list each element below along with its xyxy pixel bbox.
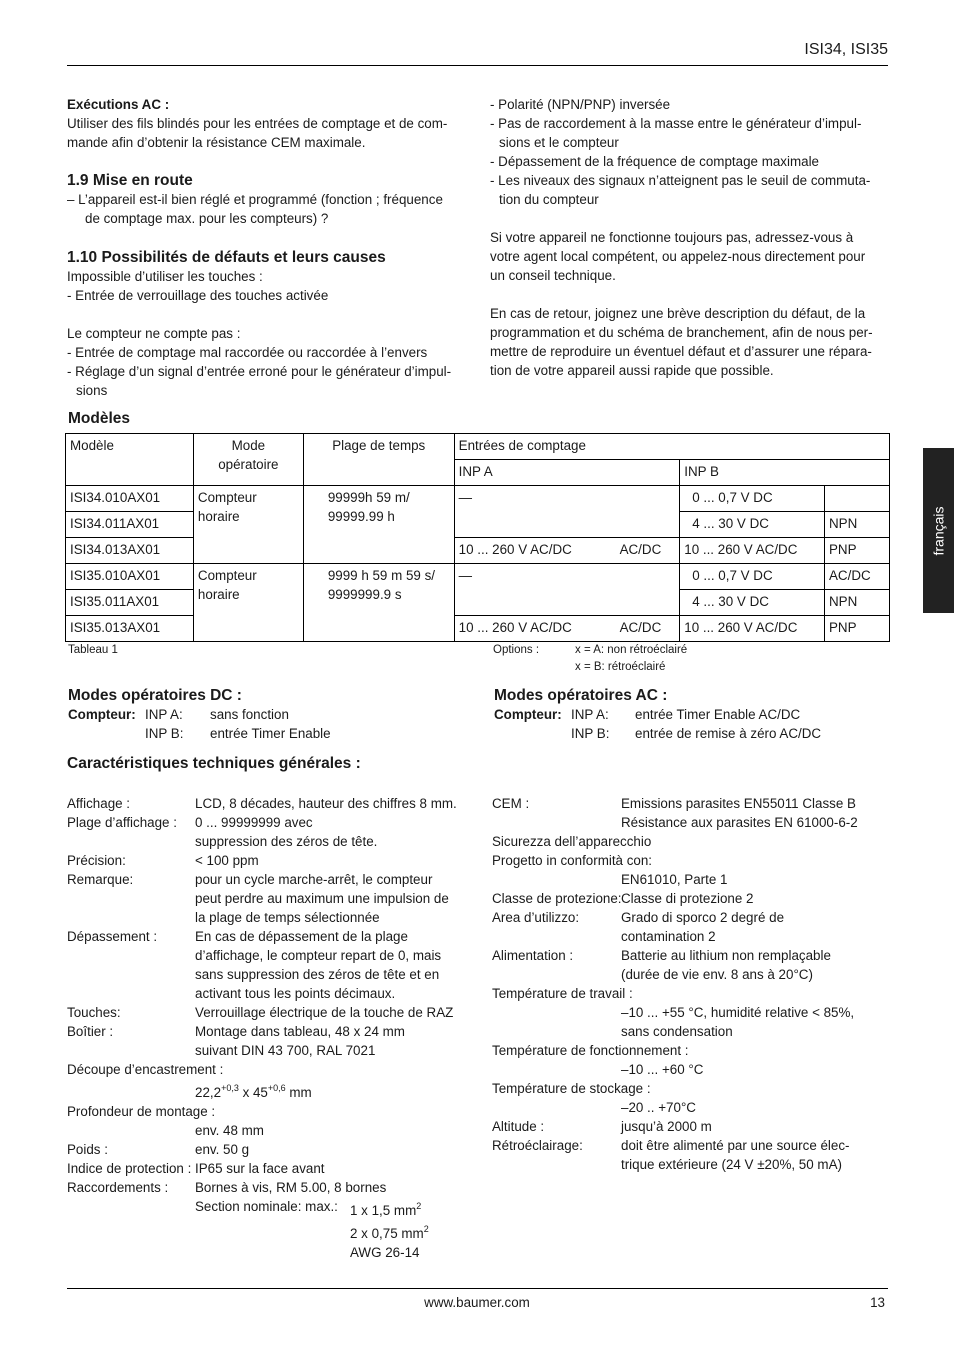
spec-row (67, 965, 477, 984)
s110-p1: Impossible d’utiliser les touches : (67, 269, 263, 284)
spec-value: suppression des zéros de tête. (195, 834, 378, 849)
inp-b-cell: 0 ... 0,7 V DC (680, 564, 825, 590)
inp-a-cell: 10 ... 260 V AC/DC AC/DC (454, 538, 680, 564)
spec-key (67, 984, 195, 1003)
s110-item: - Entrée de verrouillage des touches activée (67, 288, 329, 303)
spec-row (492, 1022, 892, 1041)
models-title: Modèles (68, 410, 131, 427)
table-row (66, 486, 890, 512)
spec-key (492, 1022, 621, 1041)
language-tab (923, 448, 954, 613)
spec-key: Area d’utilizzo: (492, 910, 580, 925)
counter-label: Compteur: (494, 707, 562, 722)
section-1-9-title: 1.9 Mise en route (67, 172, 193, 189)
spec-value: Emissions parasites EN55011 Classe B (621, 796, 856, 811)
specs-right (492, 794, 892, 1174)
fault-item: tion du compteur (499, 192, 599, 207)
model-cell: ISI35.011AX01 (66, 590, 194, 616)
header-inputs: Entrées de comptage (454, 434, 889, 460)
modes-dc (68, 686, 468, 743)
spec-key: Précision: (67, 853, 126, 868)
spec-value: doit être alimenté par une source élec- (621, 1138, 850, 1153)
s110-item: - Réglage d’un signal d’entrée erroné pour le générateur d’impul- (67, 364, 452, 379)
spec-row (67, 1102, 477, 1121)
spec-row (492, 832, 892, 851)
table-row (66, 538, 890, 564)
model-cell: ISI34.013AX01 (66, 538, 194, 564)
header-model: Modèle (66, 434, 194, 486)
spec-value: la plage de temps sélectionnée (195, 910, 380, 925)
spec-key (67, 965, 195, 984)
models-table (65, 433, 890, 642)
section-value: 2 x 0,75 $mm^2$ (350, 1224, 429, 1241)
spec-value: Batterie au lithium non remplaçable (621, 948, 831, 963)
spec-key: Indice de protection : (67, 1161, 192, 1176)
spec-value: env. 50 g (195, 1142, 250, 1157)
spec-row (492, 870, 892, 889)
specs-left (67, 794, 477, 1260)
header-time: Plage de temps (303, 434, 454, 486)
section-1-10-title: 1.10 Possibilités de défauts et leurs causes (67, 249, 386, 266)
modes-dc-title: Modes opératoires DC : (68, 687, 242, 704)
contact-line: votre agent local compétent, ou appelez-nous directement pour (490, 249, 866, 264)
fault-item: - Pas de raccordement à la masse entre le générateur d’impul- (490, 116, 862, 131)
spec-value: En cas de dépassement de la plage (195, 929, 408, 944)
spec-value: contamination 2 (621, 929, 716, 944)
spec-value: sans suppression des zéros de tête et en (195, 967, 440, 982)
spec-key (492, 870, 621, 889)
document-title: ISI34, ISI35 (804, 41, 888, 58)
spec-row (67, 1041, 477, 1060)
counter-label: Compteur: (68, 707, 136, 722)
specs-title: Caractéristiques techniques générales : (67, 755, 361, 772)
modes-ac-title: Modes opératoires AC : (494, 687, 668, 704)
inp-label: INP A: (571, 707, 609, 722)
return-line: programmation et du schéma de branchement, afin de nous per- (490, 325, 873, 340)
mode-cell: Compteur horaire (193, 486, 303, 564)
spec-key: Profondeur de montage : (67, 1104, 216, 1119)
spec-row (492, 908, 892, 927)
inp-b-cell: 10 ... 260 V AC/DC (680, 538, 825, 564)
spec-row (492, 1117, 892, 1136)
spec-row (67, 1178, 477, 1197)
inp-b-cell: 4 ... 30 V DC (680, 590, 825, 616)
spec-key: Raccordements : (67, 1180, 169, 1195)
s110-item: sions (76, 383, 108, 398)
spec-value: EN61010, Parte 1 (621, 872, 728, 887)
options-list (575, 642, 687, 676)
s19-line: de comptage max. pour les compteurs) ? (85, 211, 329, 226)
spec-key: Affichage : (67, 796, 131, 811)
spec-row (492, 984, 892, 1003)
spec-row (492, 965, 892, 984)
spec-value: < 100 ppm (195, 853, 259, 868)
fault-item: sions et le compteur (499, 135, 619, 150)
spec-value: jusqu’à 2000 m (621, 1119, 712, 1134)
spec-key (492, 1060, 621, 1079)
table-row (66, 564, 890, 590)
mode-cell: Compteur horaire (193, 564, 303, 642)
spec-row (67, 946, 477, 965)
right-column (490, 95, 890, 380)
spec-row (492, 813, 892, 832)
spec-value: –20 .. +70°C (621, 1100, 696, 1115)
spec-row (67, 870, 477, 889)
page-number: 13 (870, 1295, 885, 1310)
return-line: tion de votre appareil aussi rapide que possible. (490, 363, 774, 378)
model-cell: ISI34.010AX01 (66, 486, 194, 512)
footer-url[interactable]: www.baumer.com (424, 1295, 530, 1310)
inp-label: INP B: (571, 726, 610, 741)
spec-key (67, 1041, 195, 1060)
inp-a-cell: 10 ... 260 V AC/DC AC/DC (454, 616, 680, 642)
spec-row (67, 851, 477, 870)
spec-value: LCD, 8 décades, hauteur des chiffres 8 mm. (195, 796, 457, 811)
spec-key (492, 927, 621, 946)
table-row (66, 616, 890, 642)
inp-b-type-cell: PNP (825, 538, 890, 564)
spec-key: Température de stockage : (492, 1081, 651, 1096)
cutout-dimensions: $22,2^{+0,3}$ x $45^{+0,6}$ mm (195, 1083, 312, 1100)
spec-row (492, 1098, 892, 1117)
spec-key: Poids : (67, 1142, 108, 1157)
spec-row (492, 1003, 892, 1022)
inp-b-cell: 10 ... 260 V AC/DC (680, 616, 825, 642)
spec-row (67, 908, 477, 927)
spec-key (492, 1155, 621, 1174)
left-column (67, 95, 467, 400)
table-caption: Tableau 1 (68, 644, 118, 656)
time-cell: 9999 h 59 m 59 s/ 9999999.9 s (303, 564, 454, 642)
spec-row (492, 889, 892, 908)
option-item: x = B: rétroéclairé (575, 661, 666, 673)
spec-key (67, 889, 195, 908)
spec-row (67, 1060, 477, 1079)
section-label: Section nominale: max.: (195, 1199, 338, 1214)
inp-label: INP B: (145, 726, 184, 741)
spec-row (492, 1060, 892, 1079)
exec-ac-line: Utiliser des fils blindés pour les entrées de comptage et de com- (67, 116, 448, 131)
exec-ac-line: mande afin d’obtenir la résistance CEM maximale. (67, 135, 366, 150)
spec-value: IP65 sur la face avant (195, 1161, 325, 1176)
inp-b-type-cell: NPN (825, 512, 890, 538)
spec-row (492, 794, 892, 813)
spec-value: Verrouillage électrique de la touche de RAZ (195, 1005, 454, 1020)
s110-p2: Le compteur ne compte pas : (67, 326, 241, 341)
spec-value: peut perdre au maximum une impulsion de (195, 891, 449, 906)
time-cell: 99999h 59 m/ 99999.99 h (303, 486, 454, 564)
spec-key: Découpe d’encastrement : (67, 1062, 224, 1077)
spec-value: 0 ... 99999999 avec (195, 815, 313, 830)
spec-row (492, 1079, 892, 1098)
spec-value: Résistance aux parasites EN 61000-6-2 (621, 815, 858, 830)
spec-key: Dépassement : (67, 929, 158, 944)
inp-b-type-cell: AC/DC (825, 564, 890, 590)
fault-item: - Les niveaux des signaux n’atteignent pas le seuil de commuta- (490, 173, 871, 188)
spec-value: pour un cycle marche-arrêt, le compteur (195, 872, 433, 887)
spec-key: Altitude : (492, 1119, 545, 1134)
spec-key: Température de travail : (492, 986, 633, 1001)
spec-row (67, 794, 477, 813)
spec-key (492, 813, 621, 832)
spec-row (67, 1022, 477, 1041)
spec-row (492, 946, 892, 965)
spec-key: CEM : (492, 796, 530, 811)
fault-item: - Dépassement de la fréquence de comptage maximale (490, 154, 819, 169)
footer-rule (67, 1288, 888, 1289)
spec-value: –10 ... +55 °C, humidité relative < 85%, (621, 1005, 855, 1020)
spec-value: suivant DIN 43 700, RAL 7021 (195, 1043, 376, 1058)
spec-value: trique extérieure (24 V ±20%, 50 mA) (621, 1157, 842, 1172)
spec-row (492, 1155, 892, 1174)
spec-row (492, 851, 892, 870)
spec-value: sans condensation (621, 1024, 733, 1039)
spec-key: Touches: (67, 1005, 121, 1020)
spec-key (492, 1098, 621, 1117)
inp-b-type-cell: NPN (825, 590, 890, 616)
model-cell: ISI35.013AX01 (66, 616, 194, 642)
options-label: Options : (493, 644, 540, 656)
spec-value: Classe di protezione 2 (621, 891, 754, 906)
spec-row (67, 1003, 477, 1022)
spec-value: –10 ... +60 °C (621, 1062, 704, 1077)
inp-b-type-cell (825, 486, 890, 512)
spec-key: Classe de protezione: (492, 891, 622, 906)
spec-row (67, 927, 477, 946)
spec-row (67, 984, 477, 1003)
language-label: français (930, 505, 946, 556)
spec-value: Grado di sporco 2 degré de (621, 910, 785, 925)
spec-key: Rétroéclairage: (492, 1138, 583, 1153)
spec-key: Plage d’affichage : (67, 815, 177, 830)
inp-b-cell: 4 ... 30 V DC (680, 512, 825, 538)
header-inp-b: INP B (680, 460, 890, 486)
spec-value: env. 48 mm (195, 1123, 264, 1138)
exec-ac-title: Exécutions AC : (67, 97, 170, 112)
inp-value: entrée Timer Enable (210, 726, 331, 741)
spec-key (67, 946, 195, 965)
spec-key (67, 1121, 195, 1140)
spec-key (492, 1003, 621, 1022)
option-item: x = A: non rétroéclairé (575, 644, 688, 656)
spec-value: Bornes à vis, RM 5.00, 8 bornes (195, 1180, 387, 1195)
section-value: AWG 26-14 (350, 1245, 420, 1260)
spec-row (492, 1136, 892, 1155)
spec-key: Sicurezza dell’apparecchio (492, 834, 652, 849)
inp-a-cell: — (454, 486, 680, 538)
inp-value: entrée Timer Enable AC/DC (635, 707, 801, 722)
spec-row (67, 832, 477, 851)
spec-row (67, 1121, 477, 1140)
spec-row (492, 1041, 892, 1060)
inp-b-cell: 0 ... 0,7 V DC (680, 486, 825, 512)
return-line: mettre de reproduire un éventuel défaut et d’assurer une répara- (490, 344, 872, 359)
contact-line: Si votre appareil ne fonctionne toujours pas, adressez-vous à (490, 230, 854, 245)
header-rule (67, 65, 888, 66)
fault-item: - Polarité (NPN/PNP) inversée (490, 97, 671, 112)
spec-row (492, 927, 892, 946)
inp-label: INP A: (145, 707, 183, 722)
s19-line: – L’appareil est-il bien réglé et programmé (fonction ; fréquence (67, 192, 443, 207)
spec-row (67, 1159, 477, 1178)
modes-ac (494, 686, 894, 743)
inp-value: sans fonction (210, 707, 289, 722)
s110-item: - Entrée de comptage mal raccordée ou raccordée à l’envers (67, 345, 428, 360)
nominal-section (67, 1197, 477, 1260)
spec-value: activant tous les points décimaux. (195, 986, 396, 1001)
spec-key (492, 965, 621, 984)
model-cell: ISI34.011AX01 (66, 512, 194, 538)
model-cell: ISI35.010AX01 (66, 564, 194, 590)
spec-key: Température de fonctionnement : (492, 1043, 689, 1058)
spec-key: Alimentation : (492, 948, 574, 963)
spec-value: Montage dans tableau, 48 x 24 mm (195, 1024, 405, 1039)
spec-key (67, 832, 195, 851)
spec-row (67, 813, 477, 832)
return-line: En cas de retour, joignez une brève description du défaut, de la (490, 306, 866, 321)
inp-a-cell: — (454, 564, 680, 616)
spec-key: Remarque: (67, 872, 134, 887)
header-mode: Mode opératoire (193, 434, 303, 486)
spec-key: Progetto in conformità con: (492, 853, 653, 868)
spec-row (67, 889, 477, 908)
spec-row (67, 1140, 477, 1159)
contact-line: un conseil technique. (490, 268, 616, 283)
section-value: 1 x 1,5 $mm^2$ (350, 1201, 422, 1218)
inp-value: entrée de remise à zéro AC/DC (635, 726, 822, 741)
spec-key: Boîtier : (67, 1024, 114, 1039)
spec-value: d’affichage, le compteur repart de 0, mais (195, 948, 442, 963)
header-inp-a: INP A (454, 460, 680, 486)
spec-key (67, 908, 195, 927)
inp-b-type-cell: PNP (825, 616, 890, 642)
spec-value: (durée de vie env. 8 ans à 20°C) (621, 967, 813, 982)
